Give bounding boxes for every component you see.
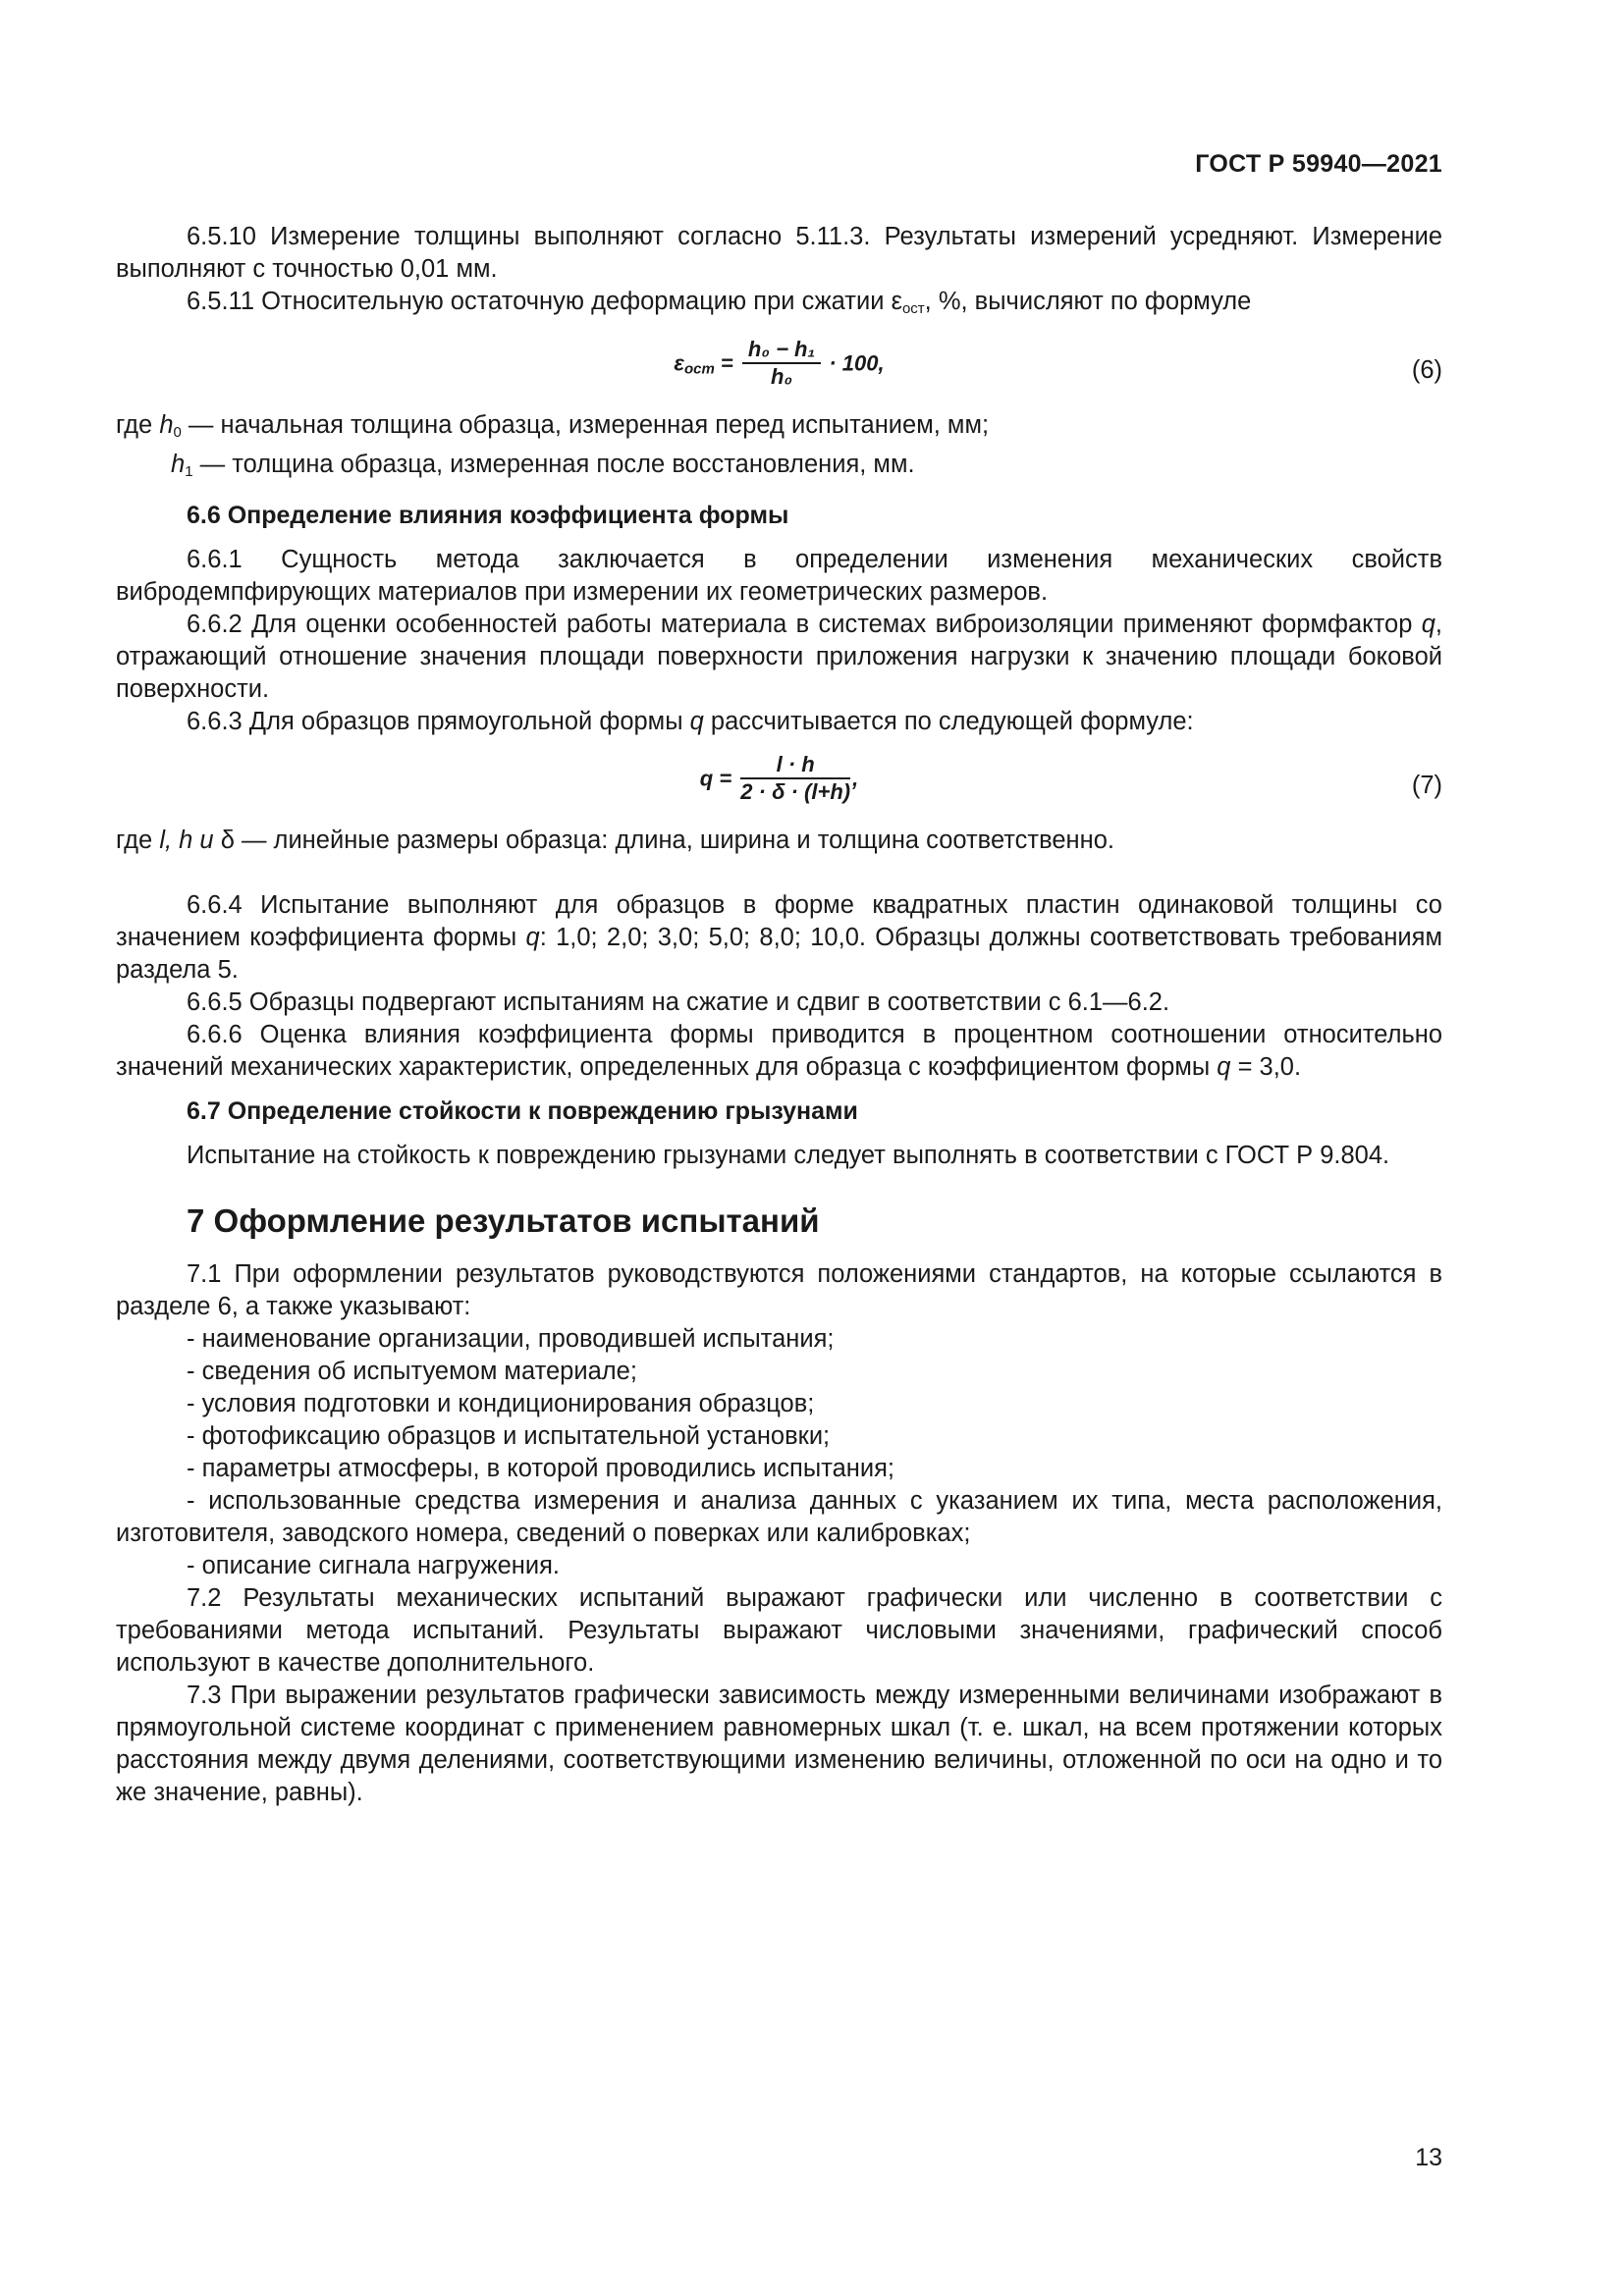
where-line-h0 — [116, 409, 1442, 449]
formula-7 — [116, 752, 1442, 825]
fraction — [742, 337, 821, 390]
symbol: q — [525, 924, 540, 951]
standard-designation: ГОСТ Р 59940—2021 — [1195, 150, 1442, 178]
subscript: 1 — [185, 463, 193, 480]
list-item: - условия подготовки и кондиционирования образцов; — [187, 1390, 815, 1417]
paragraph-6-6-6 — [116, 1019, 1442, 1084]
formula-7-expression — [116, 752, 1442, 805]
paragraph-7-1: 7.1 При оформлении результатов руководствуются положениями стандартов, на которые ссылаются в разделе 6, а также указывают: — [116, 1260, 1442, 1320]
subscript: 0 — [173, 424, 182, 441]
text: 6.5.11 Относительную остаточную деформацию при сжатии — [187, 288, 892, 315]
formula-6-expression — [116, 337, 1442, 390]
formula-lhs: q — [699, 766, 714, 791]
list-item: - параметры атмосферы, в которой проводились испытания; — [187, 1455, 894, 1482]
epsilon-symbol: ε — [891, 288, 902, 315]
results-list — [116, 1323, 1442, 1582]
paragraph-6-6-4 — [116, 889, 1442, 987]
page-body — [116, 221, 1442, 1809]
numerator: h₀ − h₁ — [742, 337, 821, 364]
denominator: 2 · δ · (l+h) — [740, 779, 851, 804]
equals-sign: = — [713, 766, 732, 791]
text: где — [116, 827, 160, 854]
list-item: - наименование организации, проводившей испытания; — [187, 1325, 835, 1353]
text: 6.6.2 Для оценки особенностей работы материала в системах виброизоляции применяют формфактор — [187, 611, 1422, 638]
paragraph-6-6-3 — [116, 706, 1442, 738]
text: , %, вычисляют по формуле — [924, 288, 1252, 315]
paragraph-6-5-11 — [116, 286, 1442, 325]
section-heading-6-7: 6.7 Определение стойкости к повреждению грызунами — [187, 1097, 858, 1125]
text: 6.6.4 Испытание выполняют для образцов в форме квадратных пластин одинаковой толщины со значением коэффициента формы — [116, 891, 1442, 951]
paragraph-7-2: 7.2 Результаты механических испытаний выражают графически или численно в соответствии с требованиями метода испытаний. Результаты выражают числовыми значениями, графический способ используют в качестве дополнительного. — [116, 1584, 1442, 1677]
paragraph-6-6-2 — [116, 609, 1442, 706]
text: — линейные размеры образца: длина, ширина и толщина соответственно. — [234, 827, 1114, 854]
fraction — [740, 752, 850, 805]
text: — толщина образца, измеренная после восстановления, мм. — [192, 451, 915, 478]
paragraph-7-3: 7.3 При выражении результатов графически зависимость между измеренными величинами изображают в прямоугольной системе координат с применением равномерных шкал (т. е. шкал, на всем протяжении которых расстояния между двумя делениями, соответствующими изменению величины, отложенной по оси на одно и то же значение, равны). — [116, 1682, 1442, 1806]
formula-number: (6) — [1411, 356, 1442, 384]
symbol: q — [1421, 611, 1435, 638]
text: где — [116, 411, 160, 439]
formula-number: (7) — [1411, 772, 1442, 799]
text: , отражающий отношение значения площади поверхности приложения нагрузки к значению площади боковой поверхности. — [116, 611, 1442, 703]
paragraph-6-5-10: 6.5.10 Измерение толщины выполняют согласно 5.11.3. Результаты измерений усредняют. Измерение выполняют с точностью 0,01 мм. — [116, 223, 1442, 283]
paragraph-6-7: Испытание на стойкость к повреждению грызунами следует выполнять в соответствии с ГОСТ Р 9.804. — [187, 1142, 1390, 1169]
symbol: q — [1217, 1053, 1231, 1081]
page-number: 13 — [1415, 2144, 1442, 2171]
formula-lhs: ε — [674, 350, 684, 376]
formula-tail: , — [852, 766, 859, 791]
symbol: h — [159, 411, 174, 439]
paragraph-6-6-1: 6.6.1 Сущность метода заключается в определении изменения механических свойств вибродемпфирующих материалов при измерении их геометрических размеров. — [116, 546, 1442, 606]
denominator: h₀ — [770, 364, 793, 389]
section-heading-7: 7 Оформление результатов испытаний — [187, 1202, 820, 1239]
text: 6.6.6 Оценка влияния коэффициента формы приводится в процентном соотношении относительно значений механических характеристик, определенных для образца с коэффициентом формы — [116, 1021, 1442, 1081]
numerator: l · h — [740, 752, 850, 779]
delta-symbol: δ — [213, 827, 235, 854]
symbol: h — [171, 451, 186, 478]
text: 6.6.3 Для образцов прямоугольной формы — [187, 708, 690, 735]
paragraph-6-6-5: 6.6.5 Образцы подвергают испытаниям на сжатие и сдвиг в соответствии с 6.1—6.2. — [187, 988, 1170, 1016]
list-item: - фотофиксацию образцов и испытательной установки; — [187, 1422, 831, 1450]
text: : 1,0; 2,0; 3,0; 5,0; 8,0; 10,0. Образцы должны соответствовать требованиям раздела 5. — [116, 924, 1443, 984]
equals-sign: = — [714, 350, 733, 376]
list-item: - описание сигнала нагружения. — [187, 1552, 560, 1579]
section-heading-6-6: 6.6 Определение влияния коэффициента формы — [187, 502, 789, 529]
formula-tail: · 100, — [823, 350, 885, 376]
text: = 3,0. — [1230, 1053, 1302, 1081]
where-line-lhd — [116, 825, 1442, 857]
formula-6 — [116, 337, 1442, 409]
formula-lhs-subscript: ост — [683, 360, 715, 378]
symbol: q — [689, 708, 704, 735]
subscript: ост — [901, 300, 925, 317]
list-item: - использованные средства измерения и анализа данных с указанием их типа, места расположения, изготовителя, заводского номера, сведений о поверках или калибровках; — [116, 1487, 1442, 1547]
where-line-h1 — [116, 449, 1442, 488]
text: — начальная толщина образца, измеренная перед испытанием, мм; — [181, 411, 990, 439]
text: рассчитывается по следующей формуле: — [703, 708, 1194, 735]
symbols: l, h и — [159, 827, 214, 854]
list-item: - сведения об испытуемом материале; — [187, 1358, 637, 1385]
